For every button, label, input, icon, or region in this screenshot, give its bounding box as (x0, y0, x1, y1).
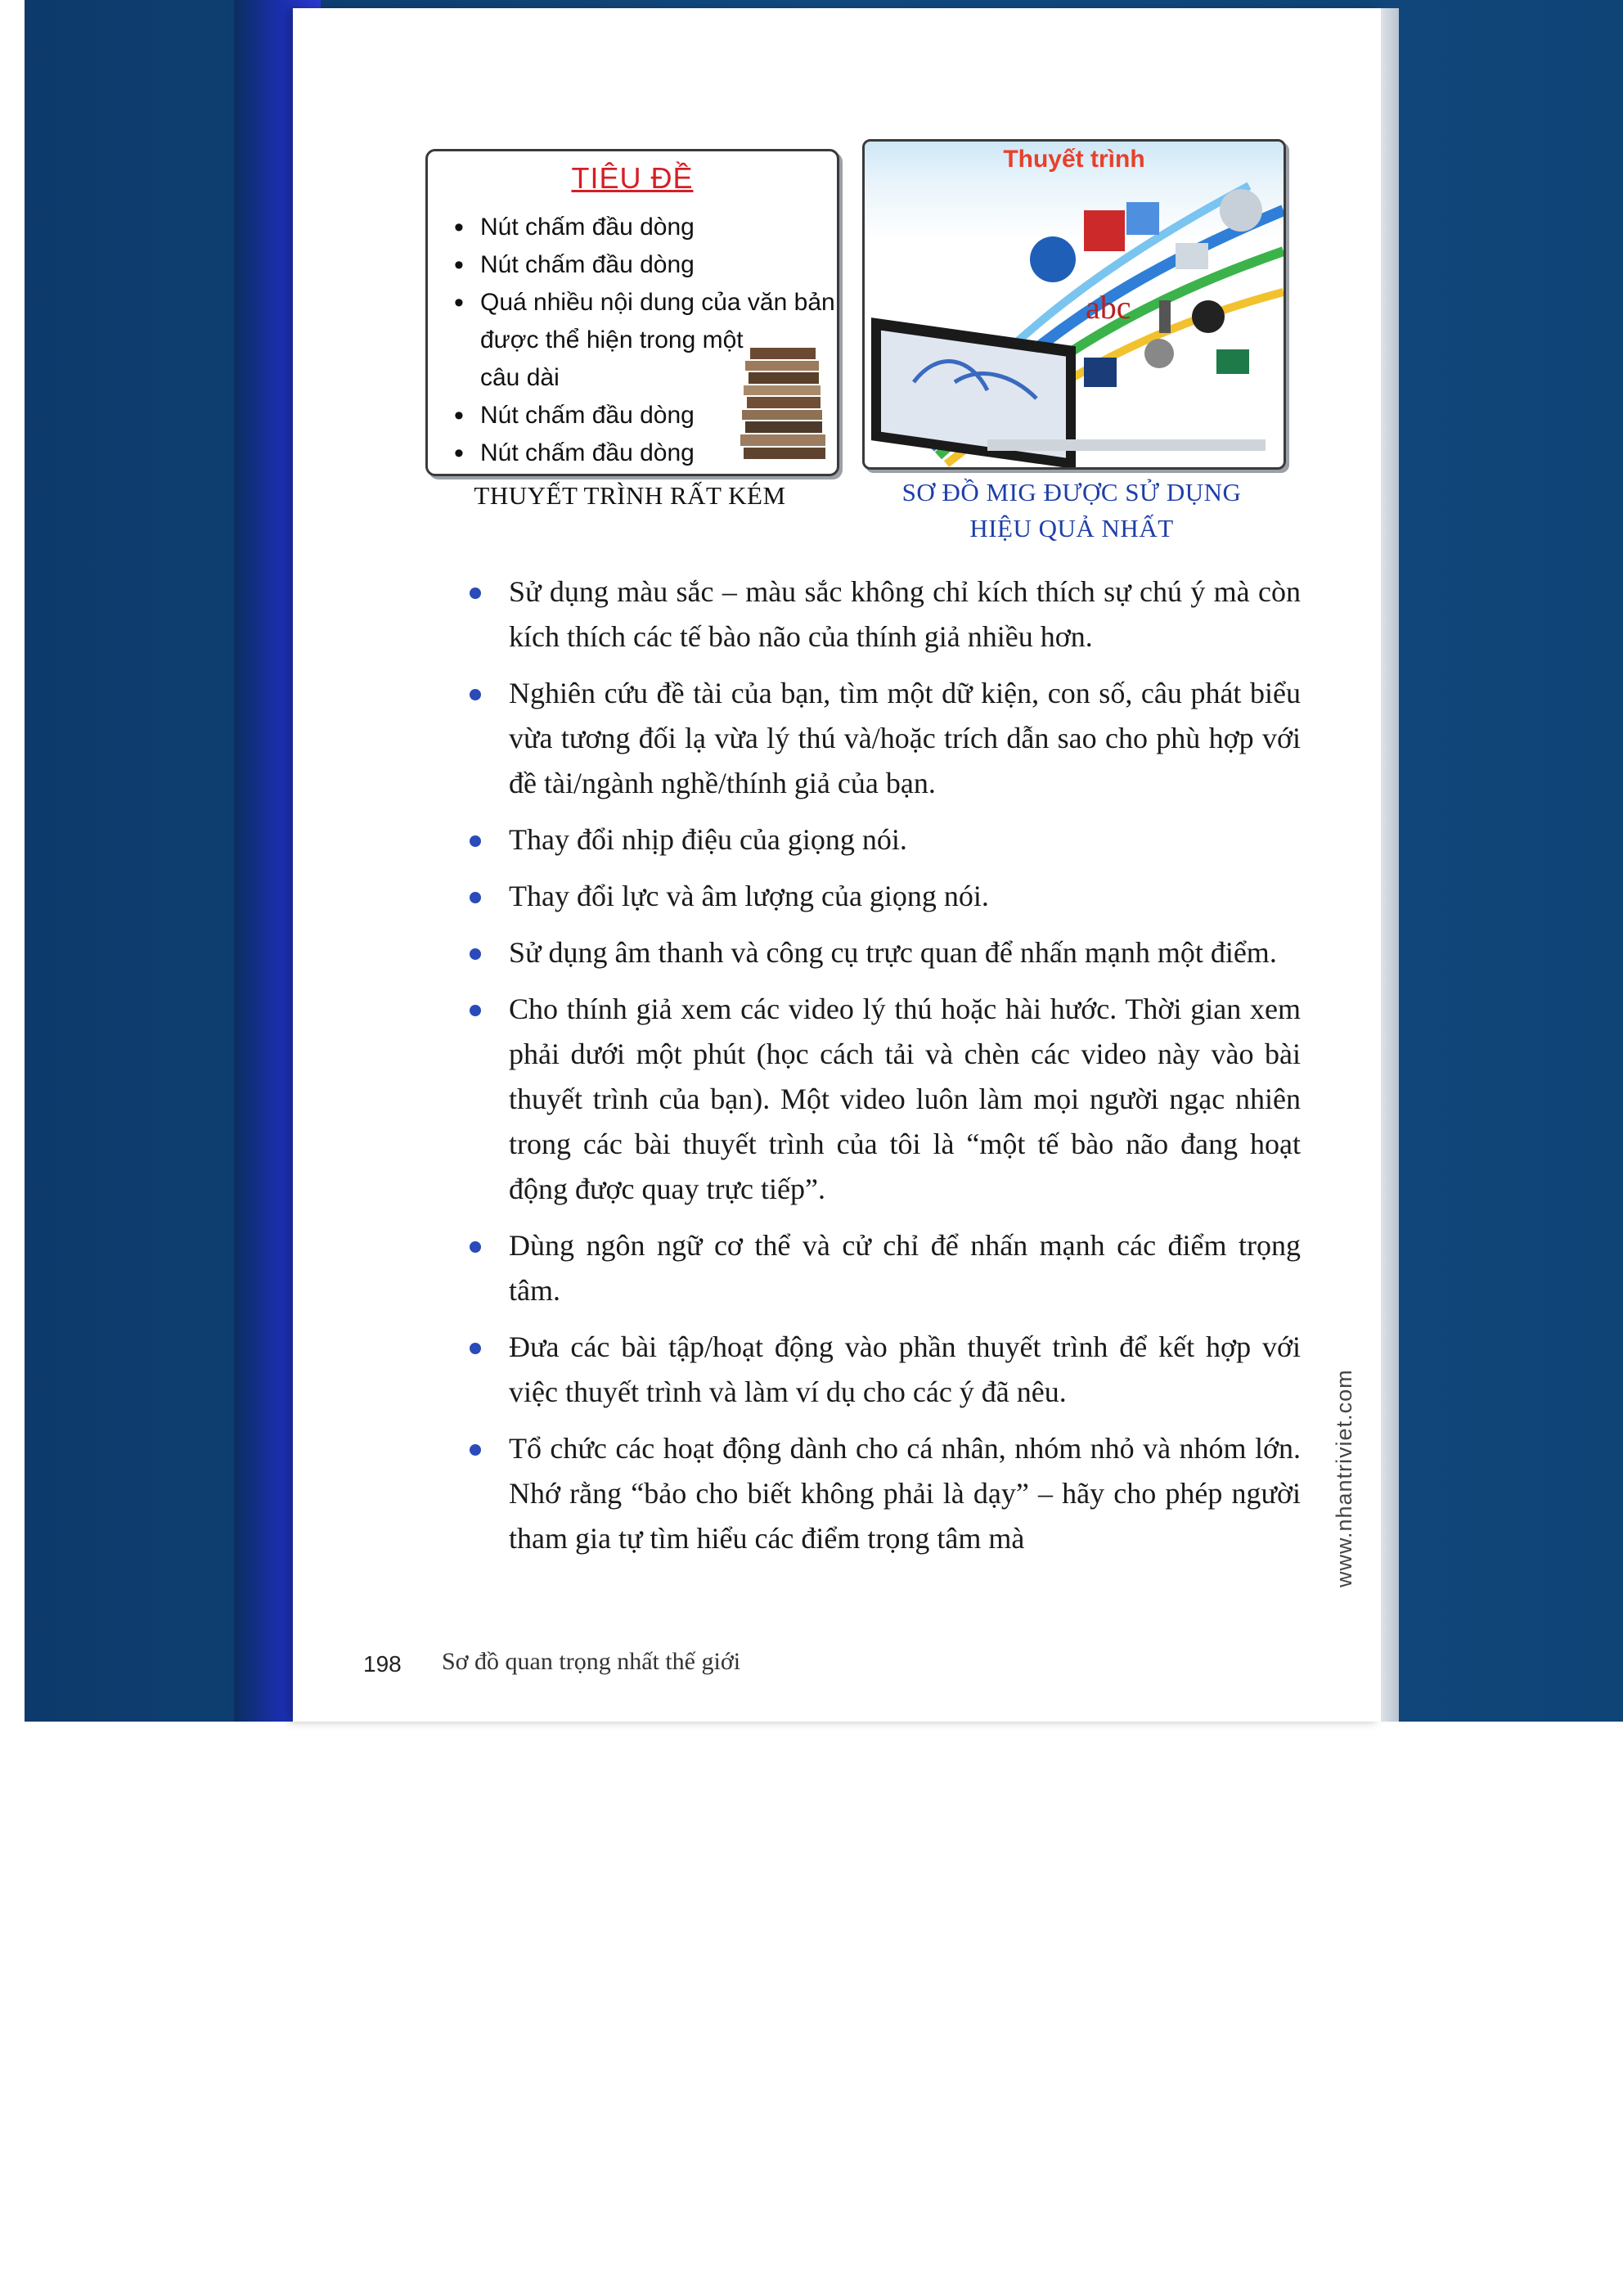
mind-map-slide (862, 139, 1286, 470)
publisher-url: www.nhantriviet.com (1332, 1369, 1356, 1587)
poor-slide-title: TIÊU ĐỀ (571, 161, 694, 195)
poor-slide-item: được thể hiện trong một (480, 326, 744, 353)
tips-bullet-list (458, 569, 1301, 1573)
poor-slide-item: • Nút chấm đầu dòng (451, 209, 835, 246)
list-item-text: Thay đổi lực và âm lượng của giọng nói. (509, 880, 989, 912)
list-item (458, 874, 1301, 919)
poor-slide-item: • Nút chấm đầu dòng (451, 434, 835, 472)
caption-line: HIỆU QUẢ NHẤT (969, 514, 1174, 542)
poor-slide-item: • Nút chấm đầu dòng (451, 246, 835, 284)
list-item (458, 671, 1301, 806)
list-item (458, 1223, 1301, 1313)
bullet-dot (470, 1444, 481, 1456)
books-stack-icon (739, 340, 829, 462)
poor-presentation-slide (425, 149, 839, 476)
mind-map-slide-caption (862, 475, 1281, 547)
list-item-text: Nghiên cứu đề tài của bạn, tìm một dữ kiện, con số, câu phát biểu vừa tương đối lạ vừa lý thú và/hoặc trích dẫn sao cho phù hợp với đề tài/ngành nghề/thính giả của bạn. (509, 677, 1301, 799)
bullet-dot (470, 835, 481, 847)
bullet-dot (470, 1343, 481, 1354)
list-item-text: Sử dụng âm thanh và công cụ trực quan để nhấn mạnh một điểm. (509, 936, 1277, 969)
svg-text:abc: abc (1086, 289, 1131, 326)
list-item-text: Đưa các bài tập/hoạt động vào phần thuyết trình để kết hợp với việc thuyết trình và làm ví dụ cho các ý đã nêu. (509, 1330, 1301, 1408)
running-footer-title: Sơ đồ quan trọng nhất thế giới (442, 1648, 741, 1675)
poor-slide-item: câu dài (480, 364, 560, 391)
caption-line: SƠ ĐỒ MIG ĐƯỢC SỬ DỤNG (901, 478, 1242, 506)
list-item (458, 817, 1301, 862)
bullet-dot (470, 689, 481, 700)
list-item (458, 569, 1301, 660)
bullet-dot (470, 892, 481, 903)
mind-map-slide-title: Thuyết trình (865, 142, 1284, 178)
poor-slide-item: • Nút chấm đầu dòng (451, 397, 835, 434)
page-edge (1381, 8, 1399, 1722)
page-number: 198 (363, 1651, 402, 1677)
bullet-dot (470, 588, 481, 599)
list-item (458, 930, 1301, 975)
poor-slide-caption: THUYẾT TRÌNH RẤT KÉM (474, 481, 786, 510)
list-item-text: Cho thính giả xem các video lý thú hoặc hài hước. Thời gian xem phải dưới một phút (học cách tải và chèn các video này vào bài thuyết trình của bạn). Một video luôn làm mọi người ngạc nhiên trong các bài thuyết trình của tôi là “một tế bào não đang hoạt động được quay trực tiếp”. (509, 993, 1301, 1205)
list-item-text: Sử dụng màu sắc – màu sắc không chỉ kích thích sự chú ý mà còn kích thích các tế bào não của thính giả nhiều hơn. (509, 575, 1301, 653)
list-item-text: Dùng ngôn ngữ cơ thể và cử chỉ để nhấn mạnh các điểm trọng tâm. (509, 1229, 1301, 1307)
list-item-text: Tổ chức các hoạt động dành cho cá nhân, nhóm nhỏ và nhóm lớn. Nhớ rằng “bảo cho biết không phải là dạy” – hãy cho phép người tham gia tự tìm hiểu các điểm trọng tâm mà (509, 1432, 1301, 1555)
bullet-dot (470, 1241, 481, 1253)
poor-slide-item: • Quá nhiều nội dung của văn bản (451, 284, 835, 322)
bullet-dot (470, 948, 481, 960)
list-item (458, 987, 1301, 1212)
bullet-dot (470, 1005, 481, 1016)
list-item-text: Thay đổi nhịp điệu của giọng nói. (509, 823, 907, 856)
list-item (458, 1426, 1301, 1561)
list-item (458, 1325, 1301, 1415)
laptop-media-illustration (865, 178, 1284, 467)
